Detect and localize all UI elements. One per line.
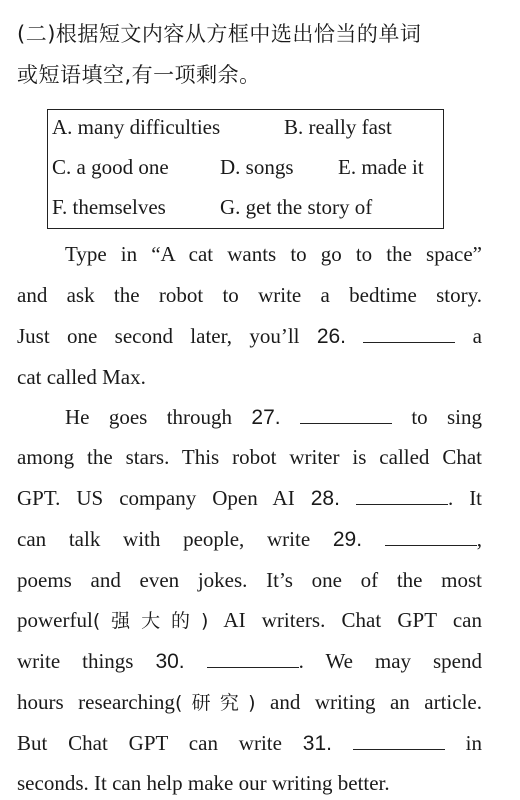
option-e bbox=[338, 153, 424, 181]
option-letter: A. bbox=[52, 115, 73, 139]
blank-30[interactable] bbox=[207, 649, 299, 668]
option-text: get the story of bbox=[245, 195, 373, 219]
passage-line: poems and even jokes. It’s one of the most bbox=[17, 568, 482, 592]
passage-text: a bbox=[472, 324, 482, 348]
option-a bbox=[52, 113, 220, 141]
options-box bbox=[47, 109, 444, 229]
option-d bbox=[220, 153, 294, 181]
passage-line bbox=[65, 403, 482, 432]
blank-31[interactable] bbox=[353, 731, 445, 750]
option-letter: D. bbox=[220, 155, 241, 179]
option-letter: G. bbox=[220, 195, 241, 219]
chinese-gloss: (研究) bbox=[174, 692, 256, 714]
option-text: really fast bbox=[308, 115, 392, 139]
blank-28[interactable] bbox=[356, 486, 448, 505]
blank-number-26: 26. bbox=[316, 325, 347, 348]
option-f bbox=[52, 193, 166, 221]
passage-line bbox=[17, 322, 482, 351]
passage-line: cat called Max. bbox=[17, 365, 146, 389]
blank-27[interactable] bbox=[300, 405, 392, 424]
passage-text: . It bbox=[447, 486, 483, 510]
passage-line: Type in “A cat wants to go to the space” bbox=[65, 242, 482, 266]
blank-number-28: 28. bbox=[310, 487, 340, 510]
passage-text: Just one second later, you’ll bbox=[17, 324, 300, 348]
passage-text: to sing bbox=[411, 405, 483, 429]
option-letter: F. bbox=[52, 195, 68, 219]
instruction-line-2: 或短语填空,有一项剩余。 bbox=[17, 63, 261, 87]
passage-line bbox=[17, 647, 482, 676]
passage-line bbox=[17, 484, 482, 513]
passage-line: among the stars. This robot writer is called Chat bbox=[17, 445, 482, 469]
option-c bbox=[52, 153, 169, 181]
passage-text: hours researching bbox=[17, 690, 175, 714]
blank-26[interactable] bbox=[363, 324, 455, 343]
option-g bbox=[220, 193, 372, 221]
option-text: a good one bbox=[76, 155, 169, 179]
passage-line bbox=[17, 729, 482, 758]
blank-number-27: 27. bbox=[251, 406, 281, 429]
passage-text: and writing an article. bbox=[270, 690, 482, 714]
option-text: songs bbox=[245, 155, 294, 179]
passage-text: can talk with people, write bbox=[17, 527, 311, 551]
passage-line bbox=[17, 525, 482, 554]
option-letter: E. bbox=[338, 155, 357, 179]
passage-line: seconds. It can help make our writing better. bbox=[17, 771, 390, 795]
passage-text: He goes through bbox=[65, 405, 233, 429]
passage-text: powerful bbox=[17, 608, 93, 632]
option-text: many difficulties bbox=[77, 115, 221, 139]
passage-line: and ask the robot to write a bedtime story. bbox=[17, 283, 482, 307]
passage-text: But Chat GPT can write bbox=[17, 731, 282, 755]
passage-text: in bbox=[465, 731, 483, 755]
option-text: themselves bbox=[72, 195, 166, 219]
passage-line bbox=[17, 606, 482, 635]
passage-text: write things bbox=[17, 649, 134, 673]
option-letter: C. bbox=[52, 155, 72, 179]
passage-text: GPT. US company Open AI bbox=[17, 486, 295, 510]
passage-text: . We may spend bbox=[298, 649, 482, 673]
blank-number-29: 29. bbox=[332, 528, 363, 551]
blank-number-31: 31. bbox=[302, 732, 332, 755]
option-letter: B. bbox=[284, 115, 304, 139]
chinese-gloss: (强大的) bbox=[92, 610, 209, 632]
passage-text: AI writers. Chat GPT can bbox=[223, 608, 482, 632]
instruction-line-1: (二)根据短文内容从方框中选出恰当的单词 bbox=[17, 22, 422, 46]
blank-29[interactable] bbox=[385, 527, 477, 546]
blank-number-30: 30. bbox=[155, 650, 185, 673]
passage-text: , bbox=[476, 527, 483, 551]
option-text: made it bbox=[361, 155, 424, 179]
option-b bbox=[284, 113, 392, 141]
passage-line bbox=[17, 688, 482, 717]
